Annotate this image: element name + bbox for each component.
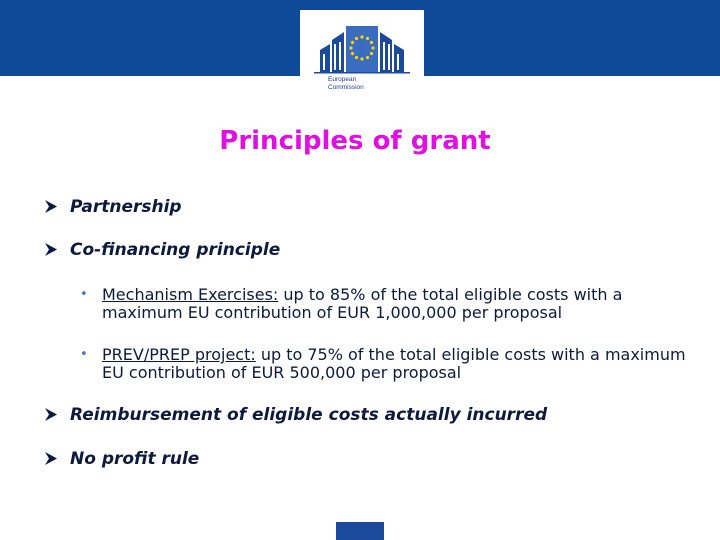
european-commission-logo — [300, 10, 424, 102]
arrow-bullet-icon — [44, 242, 58, 257]
sub-bullet-rest: up to 75% of the total eligible costs with a maximum EU contribution of EUR 500,000 per proposal — [102, 345, 686, 382]
bullet-reimbursement — [44, 405, 547, 425]
sub-bullet-rest: up to 85% of the total eligible costs with a maximum EU contribution of EUR 1,000,000 per proposal — [102, 285, 623, 322]
footer-accent-box — [336, 522, 384, 540]
sub-bullet-text — [102, 346, 690, 382]
bullet-co-financing — [44, 240, 280, 260]
logo-caption — [328, 76, 364, 92]
bullet-text: Partnership — [70, 197, 182, 217]
bullet-text: Reimbursement of eligible costs actually incurred — [70, 405, 548, 425]
sub-bullet-prev-prep-project — [80, 346, 690, 382]
logo-text-line2: Commission — [328, 84, 364, 91]
sub-bullet-text — [102, 286, 690, 322]
bullet-text: Co-financing principle — [70, 240, 281, 260]
sub-bullet-dot-icon: • — [80, 287, 88, 302]
bullet-partnership — [44, 197, 182, 217]
slide-title: Principles of grant — [219, 126, 491, 156]
bullet-text: No profit rule — [70, 449, 200, 469]
logo-text-line1: European — [328, 76, 357, 83]
arrow-bullet-icon — [44, 199, 58, 214]
arrow-bullet-icon — [44, 451, 58, 466]
sub-bullet-dot-icon: • — [80, 347, 88, 362]
sub-bullet-mechanism-exercises — [80, 286, 690, 322]
sub-bullet-lead: Mechanism Exercises: — [102, 285, 279, 304]
sub-bullet-lead: PREV/PREP project: — [102, 345, 256, 364]
arrow-bullet-icon — [44, 407, 58, 422]
bullet-no-profit — [44, 449, 199, 469]
